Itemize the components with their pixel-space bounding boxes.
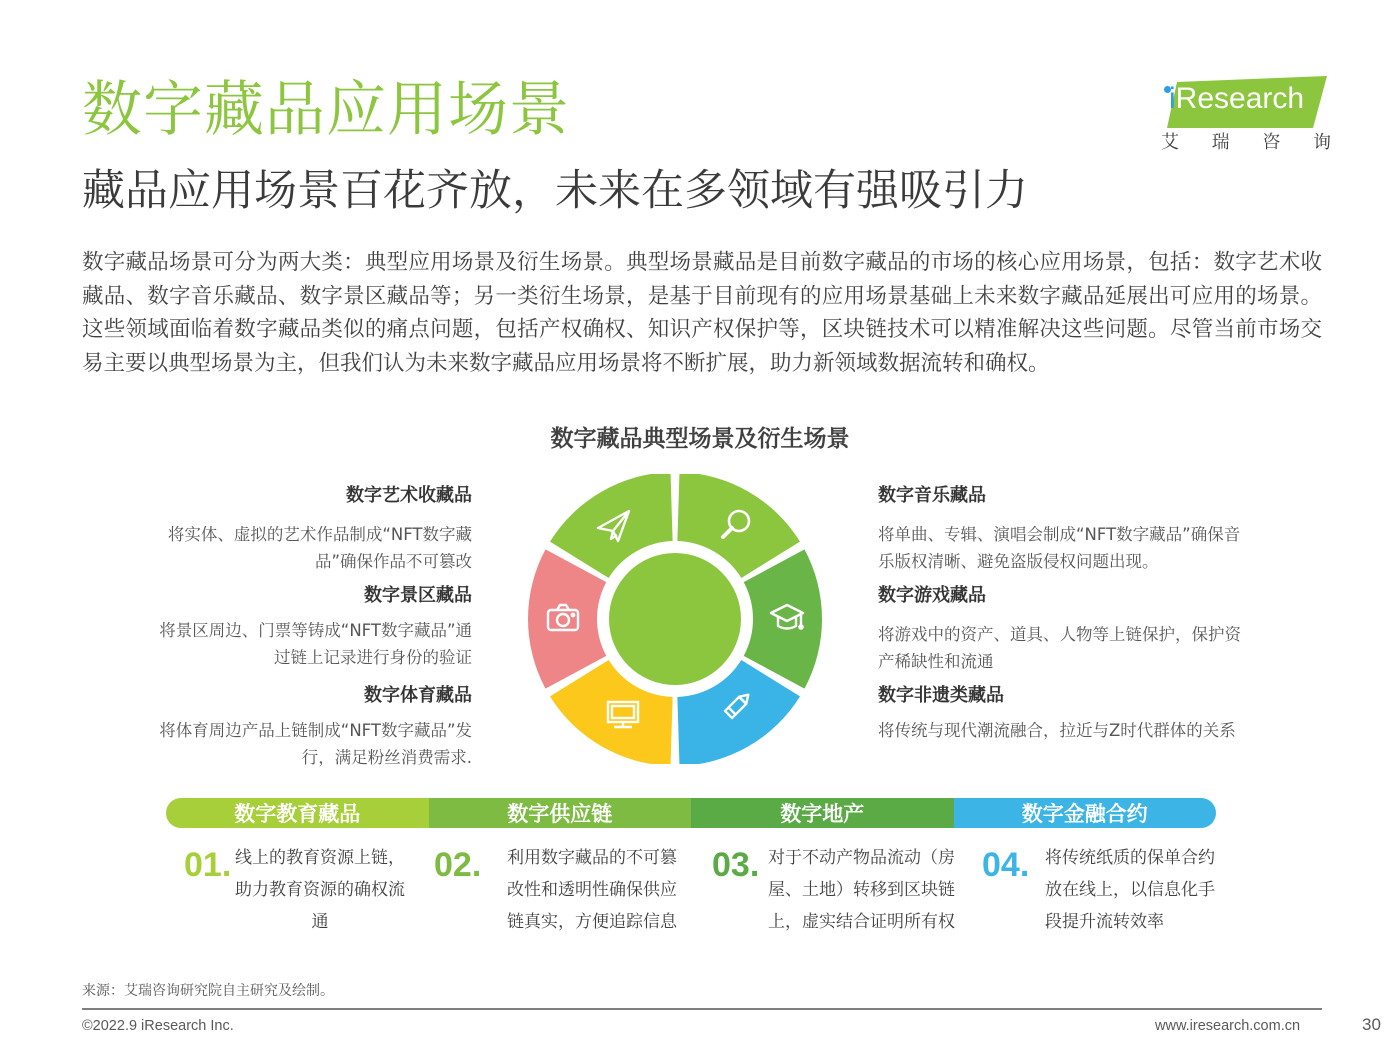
derived-text-education: 线上的教育资源上链，助力教育资源的确权流通	[235, 848, 405, 932]
left-item-desc-sports: 将体育周边产品上链制成“NFT数字藏品”发行，满足粉丝消费需求.	[159, 721, 472, 767]
left-item-title-art: 数字艺术收藏品	[346, 485, 472, 506]
left-item-title-sports: 数字体育藏品	[364, 685, 472, 706]
logo-i: i	[1169, 82, 1176, 115]
page-title: 数字藏品应用场景	[82, 75, 570, 145]
wheel-center	[609, 553, 741, 685]
scenario-wheel	[525, 474, 825, 764]
website-link[interactable]: www.iresearch.com.cn	[1155, 1018, 1301, 1034]
derived-label-real-estate: 数字地产	[691, 798, 954, 828]
derived-text-real-estate: 对于不动产物品流动（房屋、土地）转移到区块链上，虚实结合证明所有权	[768, 848, 955, 932]
derived-label-finance: 数字金融合约	[954, 798, 1217, 828]
intro-paragraph: 数字藏品场景可分为两大类：典型应用场景及衍生场景。典型场景藏品是目前数字藏品的市场的核心应用场景，包括：数字艺术收藏品、数字音乐藏品、数字景区藏品等；另一类衍生场景，是基于目前现有的应用场景基础上未来数字藏品延展出可应用的场景。这些领域面临着数字藏品类似的痛点问题，包括产权确权、知识产权保护等，区块链技术可以精准解决这些问题。尽管当前市场交易主要以典型场景为主，但我们认为未来数字藏品应用场景将不断扩展，助力新领域数据流转和确权。	[82, 250, 1322, 376]
left-item-title-scenic: 数字景区藏品	[364, 585, 472, 606]
derived-scenes-bar	[166, 798, 1216, 828]
logo-wordmark	[1169, 84, 1304, 114]
logo-chinese-name	[1161, 134, 1331, 152]
wheel-segment-scenic	[528, 549, 606, 688]
right-item-title-heritage: 数字非遗类藏品	[878, 685, 1004, 706]
right-item-desc-music: 将单曲、专辑、演唱会制成“NFT数字藏品”确保音乐版权清晰、避免盗版侵权问题出现。	[878, 525, 1241, 571]
logo-cn-char: 艾	[1161, 132, 1179, 153]
page-subtitle: 藏品应用场景百花齐放，未来在多领域有强吸引力	[82, 166, 1028, 216]
derived-num-04: 04.	[982, 846, 1030, 884]
derived-num-01: 01.	[184, 846, 232, 884]
right-item-title-music: 数字音乐藏品	[878, 485, 986, 506]
derived-label-education: 数字教育藏品	[166, 798, 429, 828]
derived-num-03: 03.	[712, 846, 760, 884]
diagram-title: 数字藏品典型场景及衍生场景	[550, 426, 850, 452]
derived-label-supply-chain: 数字供应链	[429, 798, 692, 828]
derived-text-supply-chain: 利用数字藏品的不可篡改性和透明性确保供应链真实，方便追踪信息	[507, 848, 677, 932]
page-number: 30	[1362, 1015, 1381, 1034]
logo-cn-char: 咨	[1262, 132, 1281, 153]
logo-research: Research	[1175, 82, 1305, 115]
derived-num-02: 02.	[434, 846, 482, 884]
logo-cn-char: 瑞	[1211, 132, 1230, 153]
copyright: ©2022.9 iResearch Inc.	[82, 1018, 234, 1034]
right-item-title-game: 数字游戏藏品	[878, 585, 986, 606]
right-item-desc-heritage: 将传统与现代潮流融合，拉近与Z时代群体的关系	[878, 721, 1236, 740]
iresearch-logo	[1155, 72, 1330, 162]
left-item-desc-art: 将实体、虚拟的艺术作品制成“NFT数字藏品”确保作品不可篡改	[167, 525, 472, 571]
logo-cn-char: 询	[1312, 132, 1331, 153]
derived-text-finance: 将传统纸质的保单合约放在线上，以信息化手段提升流转效率	[1045, 848, 1215, 932]
source-note: 来源：艾瑞咨询研究院自主研究及绘制。	[82, 983, 334, 999]
footer-divider	[82, 1008, 1322, 1010]
left-item-desc-scenic: 将景区周边、门票等铸成“NFT数字藏品”通过链上记录进行身份的验证	[159, 621, 472, 667]
right-item-desc-game: 将游戏中的资产、道具、人物等上链保护，保护资产稀缺性和流通	[878, 625, 1241, 671]
